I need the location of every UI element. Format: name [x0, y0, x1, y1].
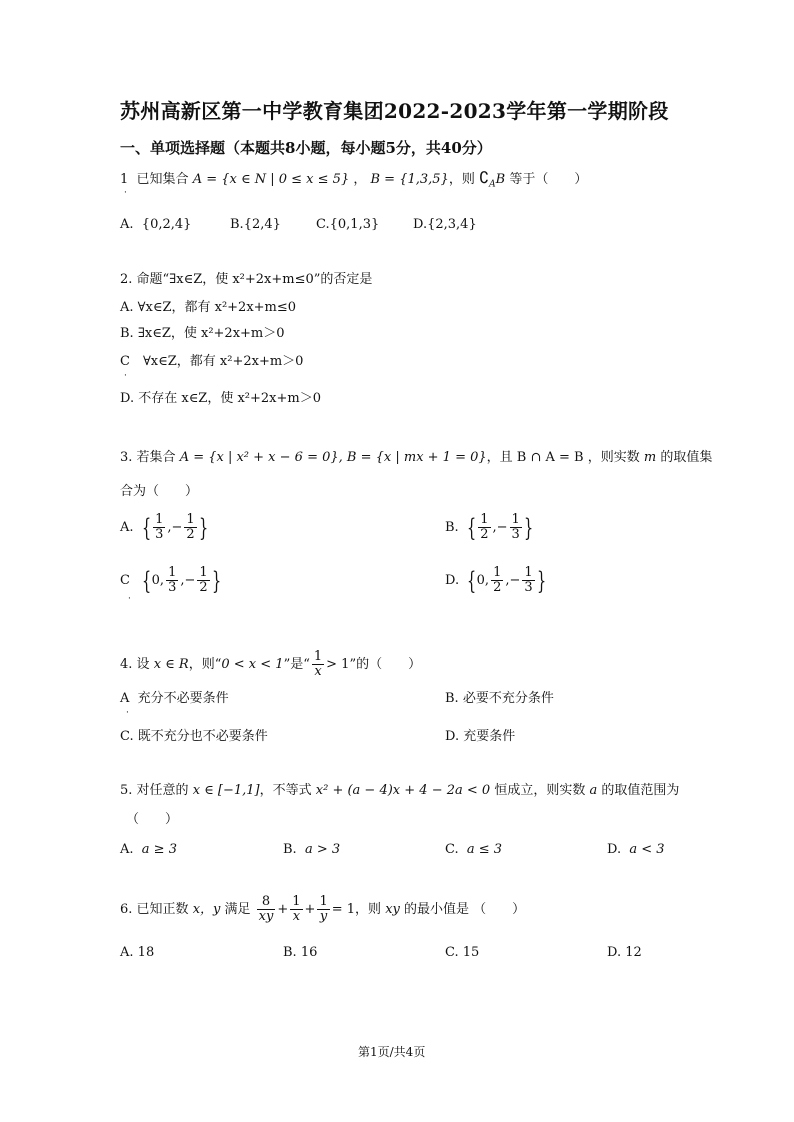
q3-sets: A = {x | x² + x − 6 = 0}, B = {x | mx + 1 = 0} [179, 450, 487, 465]
q3-option-d: D. {0, $\frac{1}{2}$ ,− $\frac{1}{3}$ } [445, 565, 546, 595]
q1-option-c: C.{0,1,3} [316, 217, 380, 232]
mark-dot: · [128, 594, 131, 604]
q2-option-c: C ∀x∈Z，都有 x²+2x+m＞0 [120, 354, 304, 369]
q5-option-b: B. a > 3 [283, 842, 341, 857]
q6-option-b: B. 16 [283, 945, 318, 960]
q3-line2: 合为（ ） [120, 484, 199, 499]
q4-cond: x ∈ R [153, 657, 189, 672]
q6-option-d: D. 12 [607, 945, 642, 960]
q3-prefix: 3. 若集合 [120, 450, 176, 465]
q4-option-c: C. 既不充分也不必要条件 [120, 729, 268, 744]
page-title: 苏州高新区第一中学教育集团2022-2023学年第一学期阶段 [120, 99, 669, 123]
complement-symbol: ∁ [478, 168, 490, 187]
q5-option-a: A. a ≥ 3 [120, 842, 177, 857]
q2-option-a: A. ∀x∈Z，都有 x²+2x+m≤0 [120, 300, 297, 315]
question-5: 5. 对任意的 x ∈ [−1,1]，不等式 x² + (a − 4)x + 4 − 2a < 0 恒成立，则实数 a 的取值范围为 [120, 783, 680, 798]
q6-option-c: C. 15 [445, 945, 480, 960]
q1-suffix: 等于（ ） [509, 172, 588, 187]
question-3 [120, 451, 712, 464]
q1-option-b: B.{2,4} [230, 217, 281, 232]
q1-set-a: A = {x ∈ N | 0 ≤ x ≤ 5} [192, 172, 350, 187]
q1-comp-b: B [495, 172, 506, 187]
q1-option-d: D.{2,3,4} [413, 217, 477, 232]
question-6: 6. 已知正数 x，y 满足 $\frac{8}{xy}$ + $\frac{1}{x}$ + $\frac{1}{y}$ = 1，则 xy 的最小值是 （ ） [120, 894, 526, 924]
q5-line2: （ ） [126, 812, 179, 827]
q5-option-d: D. a < 3 [607, 842, 665, 857]
q2-option-b: B. ∃x∈Z，使 x²+2x+m＞0 [120, 326, 285, 341]
q4-option-a: A 充分不必要条件 [120, 691, 229, 706]
question-1: 1 已知集合 A = {x ∈ N | 0 ≤ x ≤ 5} ， B = {1,3,5}，则 $∁_AB$ 等于（ ） [120, 168, 588, 190]
section-heading: 一、单项选择题（本题共8小题，每小题5分，共40分） [120, 139, 492, 157]
q1-prefix: 已知集合 [136, 172, 189, 187]
q1-comp-sub: A [489, 179, 496, 190]
q1-number: 1 [120, 172, 129, 187]
page-footer: 第1页/共4页 [358, 1045, 426, 1059]
q6-option-a: A. 18 [120, 945, 155, 960]
q2-option-d: D. 不存在 x∈Z，使 x²+2x+m＞0 [120, 391, 322, 406]
q3-var: m [643, 450, 657, 465]
q3-option-c: C {0, $\frac{1}{3}$ ,− $\frac{1}{2}$ } [120, 565, 221, 595]
q3-suffix: 的取值集 [660, 450, 713, 465]
q5-option-c: C. a ≤ 3 [445, 842, 503, 857]
mark-dot: · [126, 708, 129, 718]
q3-option-a: A. { $\frac{1}{3}$ ,− $\frac{1}{2}$ } [120, 512, 208, 542]
q4-option-b: B. 必要不充分条件 [445, 691, 554, 706]
question-2: 2. 命题“∃x∈Z，使 x²+2x+m≤0”的否定是 [120, 272, 373, 287]
q1-set-b: B = {1,3,5} [370, 172, 449, 187]
q1-option-a: A. {0,2,4} [120, 217, 192, 232]
q1-mid: ，则 [448, 172, 475, 187]
q3-middle: ，且 B ∩ A = B ，则实数 [486, 450, 640, 465]
mark-dot: · [124, 371, 127, 381]
question-4: 4. 设 x ∈ R，则“0 < x < 1”是“ $\frac{1}{x}$ > 1”的（ ） [120, 649, 422, 679]
mark-dot: · [124, 188, 127, 198]
q4-option-d: D. 充要条件 [445, 729, 516, 744]
q3-option-b: B. { $\frac{1}{2}$ ,− $\frac{1}{3}$ } [445, 512, 534, 542]
